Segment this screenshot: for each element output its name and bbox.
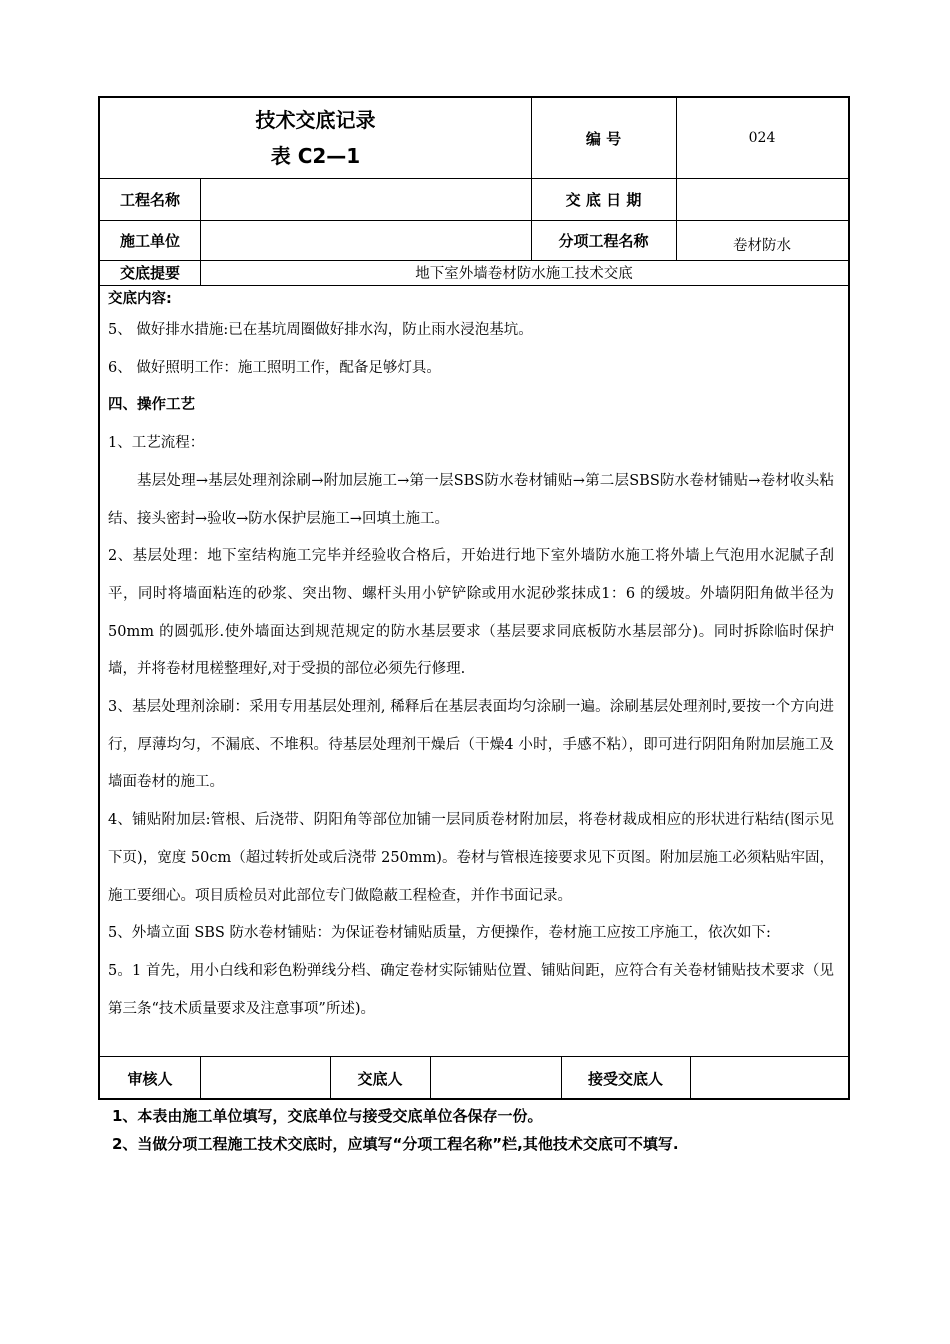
content-paragraph: 4、铺贴附加层:管根、后浇带、阴阳角等部位加铺一层同质卷材附加层，将卷材裁成相应的形状进行粘结(图示见下页)，宽度 50cm（超过转折处或后浇带 250mm)。卷材与管根连接要求见下页图。附加层施工必须粘贴牢固，施工要细心。项目质检员对此部位专门做隐蔽工程检查，并作书面记录。 (108, 812, 834, 904)
content-paragraph: 6、 做好照明工作：施工照明工作，配备足够灯具。 (108, 359, 441, 376)
reviewer-label: 审核人 (127, 1069, 173, 1088)
disclosure-form-table (98, 96, 850, 1100)
summary-label: 交底提要 (119, 264, 180, 282)
reviewer-value[interactable] (200, 1056, 330, 1100)
note-line: 2、当做分项工程施工技术交底时，应填写“分项工程名称”栏,其他技术交底可不填写. (112, 1135, 679, 1153)
form-title-line1: 技术交底记录 (255, 108, 376, 132)
form-title-line2: 表 C2—1 (270, 144, 361, 168)
section-heading: 四、操作工艺 (108, 397, 195, 414)
content-paragraph: 3、基层处理剂涂刷：采用专用基层处理剂, 稀释后在基层表面均匀涂刷一遍。涂刷基层处理剂时,要按一个方向进行，厚薄均匀，不漏底、不堆积。待基层处理剂干燥后（干燥4 小时，手感不粘），即可进行阴阳角附加层施工及墙面卷材的施工。 (108, 699, 834, 791)
project-name-label: 工程名称 (119, 190, 180, 209)
unit-label: 施工单位 (119, 231, 180, 250)
code-label: 编 号 (585, 129, 622, 148)
unit-value[interactable] (200, 220, 531, 260)
sub-project-label: 分项工程名称 (558, 231, 649, 250)
content-paragraph: 5、 做好排水措施:已在基坑周圈做好排水沟，防止雨水浸泡基坑。 (108, 322, 533, 338)
content-paragraph: 5、外墙立面 SBS 防水卷材铺贴：为保证卷材铺贴质量，方便操作，卷材施工应按工序施工，依次如下: (108, 925, 771, 942)
content-label: 交底内容: (108, 291, 172, 307)
sub-project-value[interactable]: 卷材防水 (733, 237, 791, 254)
note-line: 1、本表由施工单位填写，交底单位与接受交底单位各保存一份。 (112, 1107, 543, 1125)
receiver-label: 接受交底人 (587, 1069, 663, 1088)
form-title (100, 98, 531, 178)
date-value[interactable] (676, 178, 848, 220)
content-paragraph: 5。1 首先，用小白线和彩色粉弹线分档、确定卷材实际铺贴位置、铺贴间距，应符合有关卷材铺贴技术要求（见第三条“技术质量要求及注意事项”所述)。 (108, 962, 834, 1017)
discloser-label: 交底人 (357, 1069, 403, 1088)
disclosure-content (108, 286, 834, 1028)
receiver-value[interactable] (690, 1056, 848, 1100)
content-paragraph: 1、工艺流程： (108, 435, 205, 452)
date-label: 交 底 日 期 (565, 190, 642, 209)
form-notes (112, 1102, 679, 1158)
discloser-value[interactable] (430, 1056, 561, 1100)
content-paragraph: 2、基层处理：地下室结构施工完毕并经验收合格后，开始进行地下室外墙防水施工将外墙上气泡用水泥腻子刮平，同时将墙面粘连的砂浆、突出物、螺杆头用小铲铲除或用水泥砂浆抹成1：6 的缓坡。外墙阴阳角做半径为 50mm 的圆弧形.使外墙面达到规范规定的防水基层要求（基层要求同底板防水基层部分)。同时拆除临时保护墙，并将卷材甩槎整理好,对于受损的部位必须先行修理. (108, 548, 834, 678)
process-flow-paragraph: 基层处理→基层处理剂涂刷→附加层施工→第一层SBS防水卷材铺贴→第二层SBS防水卷材铺贴→卷材收头粘结、接头密封→验收→防水保护层施工→回填土施工。 (108, 472, 834, 527)
code-value: 024 (748, 130, 776, 146)
project-name-value[interactable] (200, 178, 531, 220)
summary-value: 地下室外墙卷材防水施工技术交底 (415, 266, 633, 282)
